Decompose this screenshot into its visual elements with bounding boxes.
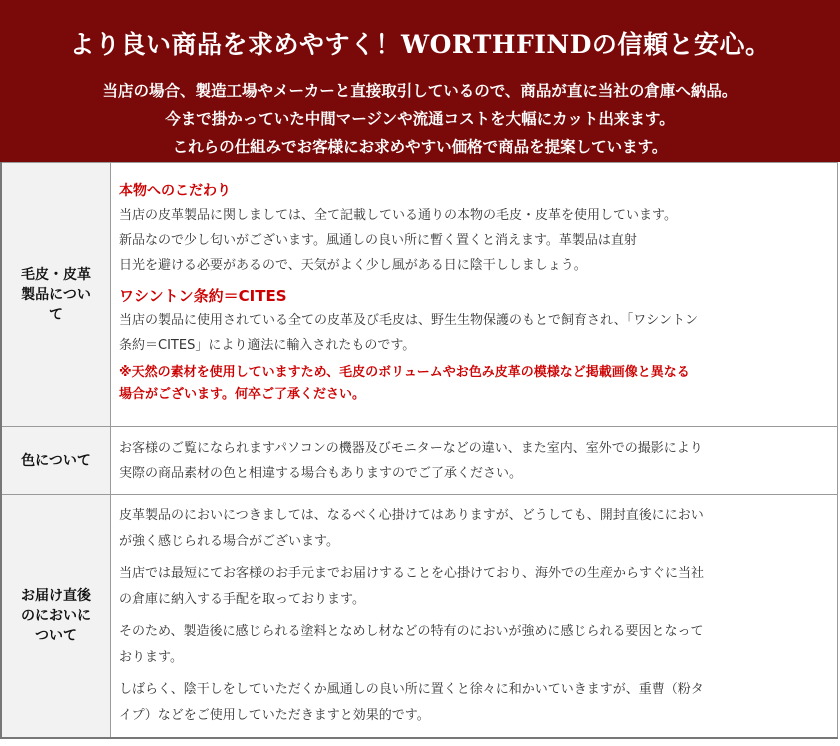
banner-line: これらの仕組みでお客様にお求めやすい価格で商品を提案しています。 xyxy=(172,138,668,156)
paragraph-line: 皮革製品のにおいにつきましては、なるべく心掛けてはありますが、どうしても、開封直後ににおい xyxy=(119,508,704,523)
table-row-color xyxy=(1,427,838,495)
paragraph-line: おります。 xyxy=(119,650,183,665)
info-table xyxy=(0,162,838,739)
paragraph-line: お客様のご覧になられますパソコンの機器及びモニターなどの違い、また室内、室外での撮影により xyxy=(119,440,703,456)
paragraph-line: が強く感じられる場合がございます。 xyxy=(119,534,339,549)
banner xyxy=(0,0,840,162)
banner-line: 当店の場合、製造工場やメーカーと直接取引しているので、商品が直に当社の倉庫へ納品。 xyxy=(102,82,738,100)
row-label-fur xyxy=(1,163,111,427)
row-label-text: 毛皮・皮革製品について xyxy=(21,266,91,323)
heading-cites: ワシントン条約＝CITES xyxy=(119,287,287,305)
row-content-color xyxy=(111,427,838,495)
paragraph-line: 新品なので少し匂いがございます。風通しの良い所に暫く置くと消えます。革製品は直射 xyxy=(119,233,637,248)
row-label-color xyxy=(1,427,111,495)
paragraph-line: 日光を避ける必要があるので、天気がよく少し風がある日に陰干ししましょう。 xyxy=(119,258,587,273)
paragraph-line: 当店では最短にてお客様のお手元までお届けすることを心掛けており、海外での生産からすぐに当社 xyxy=(119,566,705,581)
row-label-text: 色について xyxy=(21,452,91,469)
row-content-fur xyxy=(111,163,838,427)
paragraph-line: しばらく、陰干しをしていただくか風通しの良い所に置くと徐々に和かいていきますが、重曹（粉タ xyxy=(119,682,704,697)
row-label-text: お届け直後のにおいについて xyxy=(21,588,91,644)
table-row-smell xyxy=(1,495,838,739)
warning-line: ※天然の素材を使用していますため、毛皮のボリュームやお色み皮革の模様など掲載画像と異なる xyxy=(119,365,690,380)
warning-line: 場合がございます。何卒ご了承ください。 xyxy=(119,387,365,402)
paragraph-line: 条約＝CITES」により適法に輸入されたものです。 xyxy=(119,338,416,353)
banner-title: より良い商品を求めやすく！WORTHFINDの信頼と安心。 xyxy=(69,30,771,59)
row-label-smell xyxy=(1,495,111,739)
row-content-smell xyxy=(111,495,838,739)
paragraph-line: そのため、製造後に感じられる塗料となめし材などの特有のにおいが強めに感じられる要因となって xyxy=(119,624,704,639)
table-row-fur xyxy=(1,163,838,427)
paragraph-line: 実際の商品素材の色と相違する場合もありますのでご了承ください。 xyxy=(119,465,523,481)
paragraph-line: イプ）などをご使用していただきますと効果的です。 xyxy=(119,708,430,723)
heading-authentic: 本物へのこだわり xyxy=(119,183,231,199)
paragraph-line: の倉庫に納入する手配を取っております。 xyxy=(119,592,365,607)
paragraph-line: 当店の製品に使用されている全ての皮革及び毛皮は、野生生物保護のもとで飼育され、「ワシントン xyxy=(119,313,698,328)
banner-line: 今まで掛かっていた中間マージンや流通コストを大幅にカット出来ます。 xyxy=(165,110,675,128)
warning-note xyxy=(119,362,837,406)
paragraph-line: 当店の皮革製品に関しましては、全て記載している通りの本物の毛皮・皮革を使用しています。 xyxy=(119,208,677,223)
